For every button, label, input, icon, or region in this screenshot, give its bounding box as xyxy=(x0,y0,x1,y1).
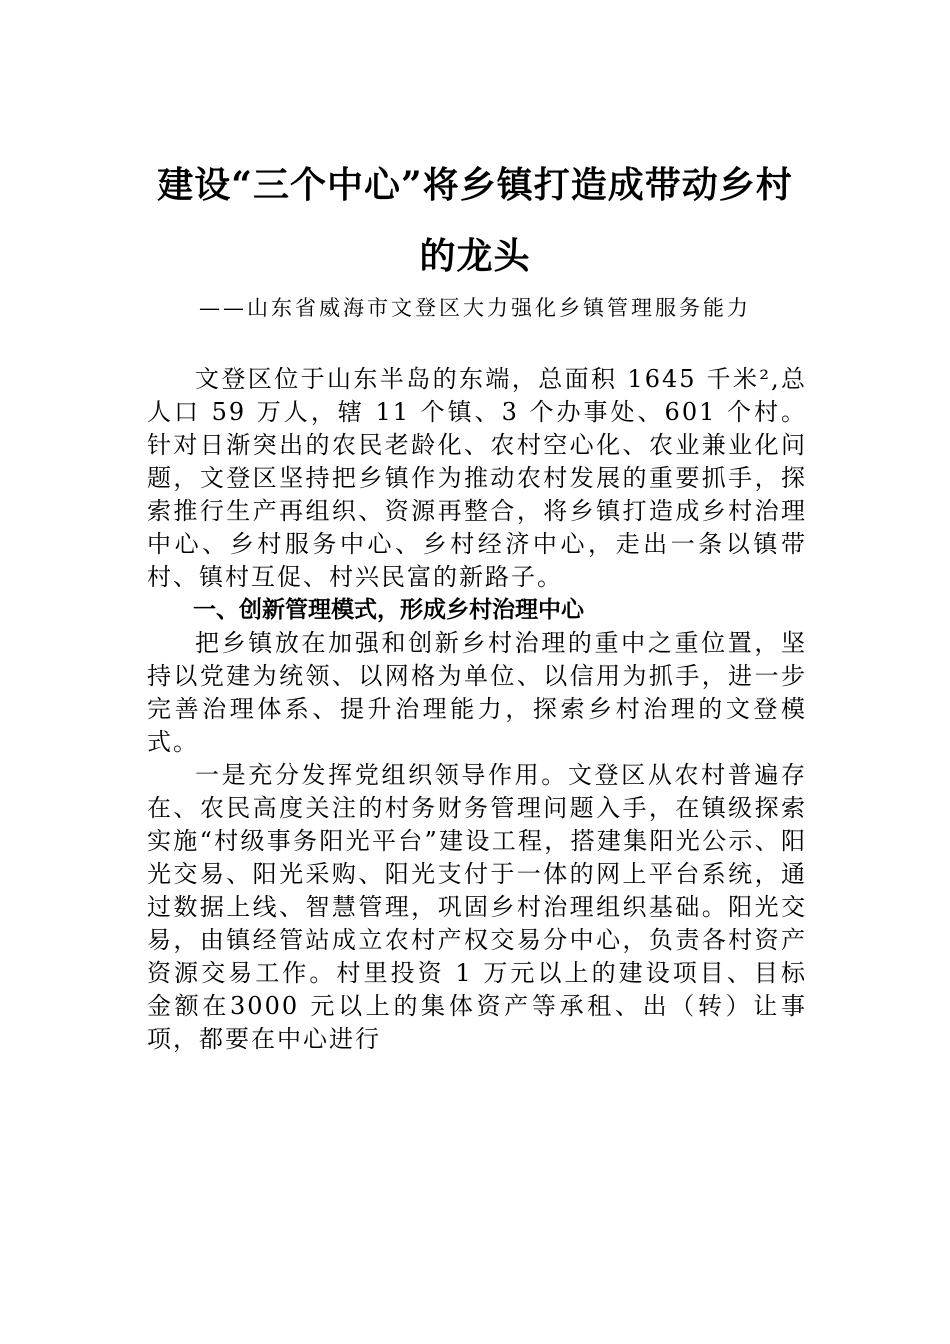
section-heading: 一、创新管理模式，形成乡村治理中心 xyxy=(193,597,584,623)
document-subtitle: ——山东省威海市文登区大力强化乡镇管理服务能力 xyxy=(199,296,751,320)
intro-paragraph: 文登区位于山东半岛的东端，总面积 1645 千米²,总人口 59 万人，辖 11 个镇、3 个办事处、601 个村。针对日渐突出的农民老龄化、农村空心化、农业兼业化问题，文登区坚持把乡镇作为推动农村发展的重要抓手，探索推行生产再组织、资源再整合，将乡镇打造成乡村治理中心、乡村服务中心、乡村经济中心，走出一条以镇带村、镇村互促、村兴民富的新路子。 xyxy=(147,365,807,591)
document-body xyxy=(147,363,807,1056)
section-paragraph: 一是充分发挥党组织领导作用。文登区从农村普遍存在、农民高度关注的村务财务管理问题入手，在镇级探索实施“村级事务阳光平台”建设工程，搭建集阳光公示、阳光交易、阳光采购、阳光支付于一体的网上平台系统，通过数据上线、智慧管理，巩固乡村治理组织基础。阳光交易，由镇经管站成立农村产权交易分中心，负责各村资产资源交易工作。村里投资 1 万元以上的建设项目、目标金额在3000 元以上的集体资产等承租、出（转）让事项，都要在中心进行 xyxy=(147,761,807,1053)
document-title-line-2: 的龙头 xyxy=(419,235,531,277)
document-title-line-1: 建设“三个中心”将乡镇打造成带动乡村 xyxy=(157,164,793,206)
section-paragraph: 把乡镇放在加强和创新乡村治理的重中之重位置，坚持以党建为统领、以网格为单位、以信用为抓手，进一步完善治理体系、提升治理能力，探索乡村治理的文登模式。 xyxy=(147,629,807,756)
